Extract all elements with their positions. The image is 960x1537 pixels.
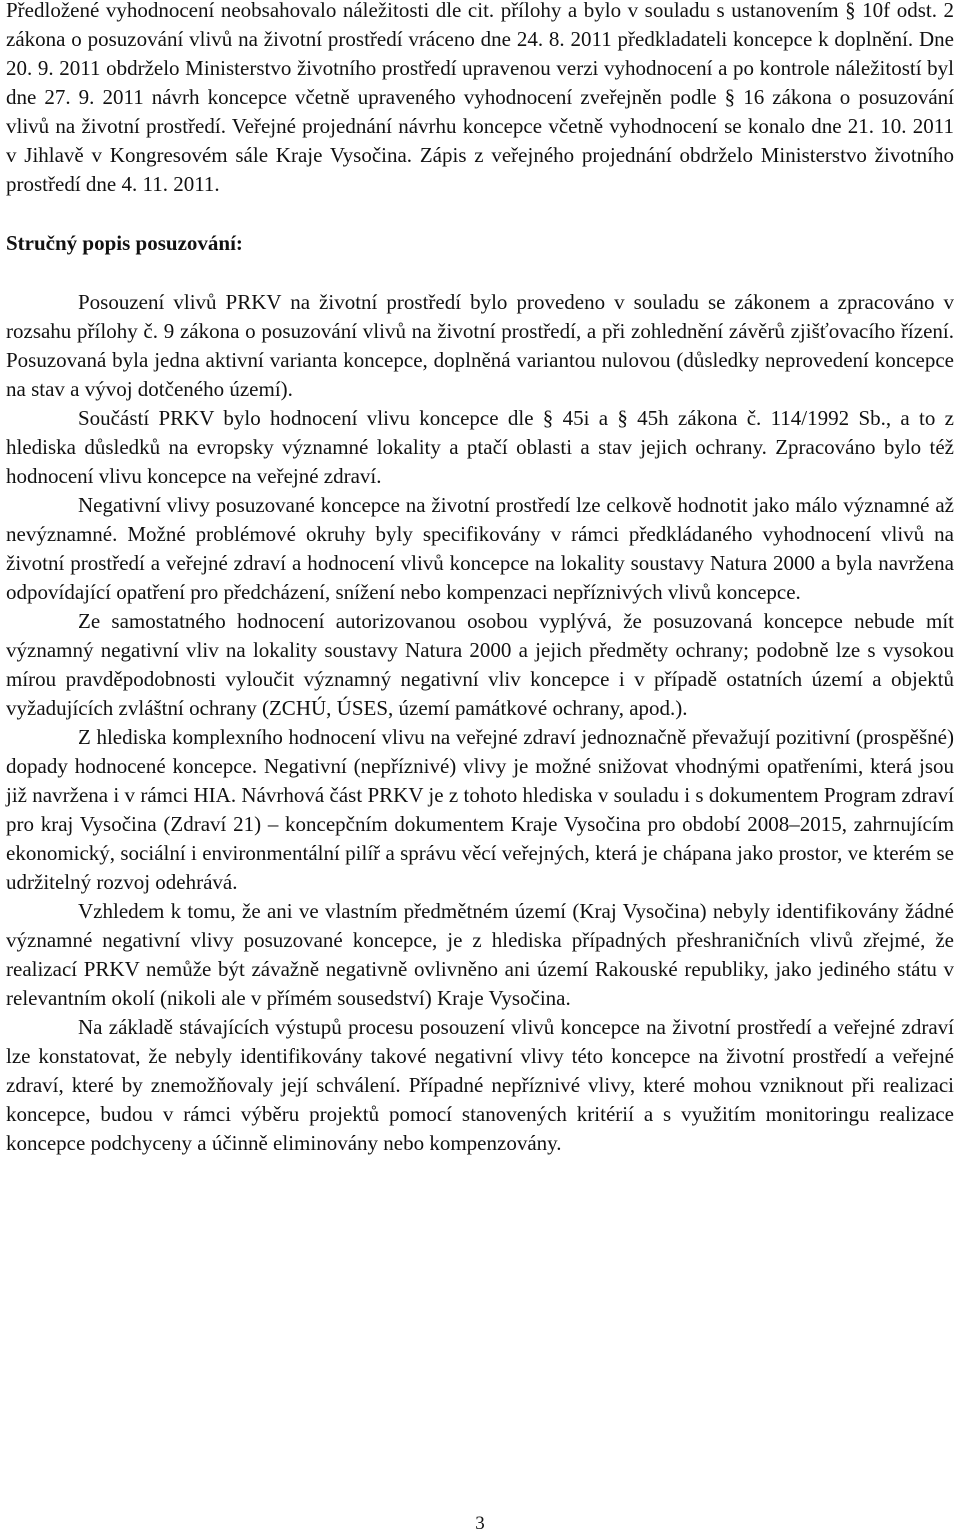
body-paragraph-5: Z hlediska komplexního hodnocení vlivu na veřejné zdraví jednoznačně převažují pozitivní (prospěšné) dopady hodnocené koncepce. Negativní (nepříznivé) vlivy je možné snižovat vhodnými opatřeními, která jsou již navržena i v rámci HIA. Návrhová část PRKV je z tohoto hlediska v souladu i s dokumentem Program zdraví pro kraj Vysočina (Zdraví 21) – koncepčním dokumentem Kraje Vysočina pro období 2008–2015, zahrnujícím ekonomický, sociální i environmentální pilíř a správu věcí veřejných, která je chápana jako prostor, ve kterém se udržitelný rozvoj odehrává.	[6, 725, 954, 894]
body-paragraph-4: Ze samostatného hodnocení autorizovanou osobou vyplývá, že posuzovaná koncepce nebude mít významný negativní vliv na lokality soustavy Natura 2000 a jejich předměty ochrany; podobně lze s vysokou mírou pravděpodobnosti vyloučit významný negativní vliv koncepce i v případě ostatních území a objektů vyžadujících zvláštní ochrany (ZCHÚ, ÚSES, území památkové ochrany, apod.).	[6, 609, 954, 720]
section-title: Stručný popis posuzování:	[6, 231, 243, 255]
intro-paragraph: Předložené vyhodnocení neobsahovalo náležitosti dle cit. přílohy a bylo v souladu s ustanovením § 10f odst. 2 zákona o posuzování vlivů na životní prostředí vráceno dne 24. 8. 2011 předkladateli koncepce k doplnění. Dne 20. 9. 2011 obdrželo Ministerstvo životního prostředí upravenou verzi vyhodnocení a po kontrole náležitostí byl dne 27. 9. 2011 návrh koncepce včetně upraveného vyhodnocení zveřejněn podle § 16 zákona o posuzování vlivů na životní prostředí. Veřejné projednání návrhu koncepce včetně vyhodnocení se konalo dne 21. 10. 2011 v Jihlavě v Kongresovém sále Kraje Vysočina. Zápis z veřejného projednání obdrželo Ministerstvo životního prostředí dne 4. 11. 2011.	[6, 0, 954, 196]
body-paragraph-2: Součástí PRKV bylo hodnocení vlivu koncepce dle § 45i a § 45h zákona č. 114/1992 Sb., a to z hlediska důsledků na evropsky významné lokality a ptačí oblasti a stav jejich ochrany. Zpracováno bylo též hodnocení vlivu koncepce na veřejné zdraví.	[6, 406, 954, 488]
body-paragraph-7: Na základě stávajících výstupů procesu posouzení vlivů koncepce na životní prostředí a veřejné zdraví lze konstatovat, že nebyly identifikovány takové negativní vlivy této koncepce na životní prostředí a veřejné zdraví, které by znemožňovaly její schválení. Případné nepříznivé vlivy, které mohou vzniknout při realizaci koncepce, budou v rámci výběru projektů pomocí stanovených kritérií a s využitím monitoringu realizace koncepce podchyceny a účinně eliminovány nebo kompenzovány.	[6, 1015, 954, 1155]
body-paragraph-6: Vzhledem k tomu, že ani ve vlastním předmětném území (Kraj Vysočina) nebyly identifikovány žádné významné negativní vlivy posuzované koncepce, je z hlediska případných přeshraničních vlivů zřejmé, že realizací PRKV nemůže být závažně negativně ovlivněno ani území Rakouské republiky, jako jediného státu v relevantním okolí (nikoli ale v přímém sousedství) Kraje Vysočina.	[6, 899, 954, 1010]
page-number: 3	[475, 1513, 485, 1534]
body-paragraph-1: Posouzení vlivů PRKV na životní prostředí bylo provedeno v souladu se zákonem a zpracováno v rozsahu přílohy č. 9 zákona o posuzování vlivů na životní prostředí, a při zohlednění závěrů zjišťovacího řízení. Posuzovaná byla jedna aktivní varianta koncepce, doplněná variantou nulovou (důsledky neprovedení koncepce na stav a vývoj dotčeného území).	[6, 290, 954, 401]
document-page	[6, 0, 954, 1158]
body-paragraph-3: Negativní vlivy posuzované koncepce na životní prostředí lze celkově hodnotit jako málo významné až nevýznamné. Možné problémové okruhy byly specifikovány v rámci předkládaného vyhodnocení vlivů na životní prostředí a veřejné zdraví a hodnocení vlivů koncepce na lokality soustavy Natura 2000 a byla navržena odpovídající opatření pro předcházení, snížení nebo kompenzaci nepříznivých vlivů koncepce.	[6, 493, 954, 604]
